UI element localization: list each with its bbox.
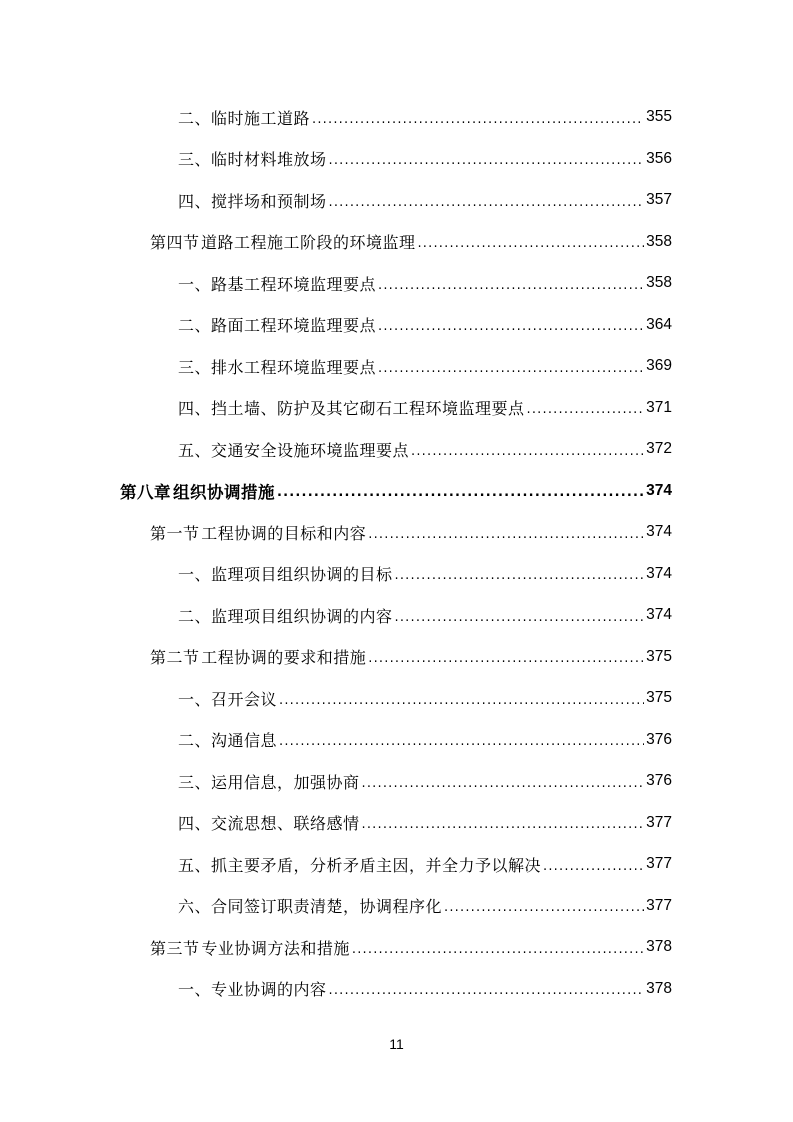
toc-entry-title: 专业协调方法和措施 [201, 938, 350, 958]
toc-entry[interactable] [178, 344, 672, 388]
toc-entry-page: 374 [646, 481, 672, 499]
toc-entry[interactable] [178, 303, 672, 347]
toc-entry-page: 358 [646, 232, 672, 250]
toc-entry[interactable] [178, 178, 672, 222]
toc-entry[interactable] [178, 967, 672, 1011]
toc-entry[interactable] [178, 593, 672, 637]
toc-dot-leader [362, 813, 645, 832]
toc-dot-leader [277, 481, 644, 500]
toc-entry-page: 374 [646, 523, 672, 540]
toc-entry-title: 组织协调措施 [173, 482, 275, 502]
toc-entry-page: 355 [646, 108, 672, 125]
toc-entry-section[interactable] [150, 925, 672, 969]
toc-dot-leader [362, 772, 645, 791]
toc-entry-chapter[interactable] [120, 469, 672, 513]
toc-entry-page: 369 [646, 357, 672, 374]
toc-entry[interactable] [178, 842, 672, 886]
toc-dot-leader [395, 606, 645, 625]
toc-dot-leader [378, 274, 644, 293]
toc-dot-leader [527, 398, 645, 417]
toc-entry-page: 374 [646, 606, 672, 623]
toc-entry-page: 358 [646, 274, 672, 291]
toc-entry-title: 二、监理项目组织协调的内容 [178, 606, 393, 626]
toc-entry-prefix: 第三节 [150, 938, 200, 958]
toc-entry[interactable] [178, 718, 672, 762]
toc-entry-page: 376 [646, 730, 672, 748]
page-number: 11 [389, 1036, 404, 1052]
toc-entry-prefix: 第二节 [150, 648, 200, 667]
toc-dot-leader [368, 647, 644, 666]
toc-entry-page: 357 [646, 191, 672, 208]
toc-entry-page: 364 [646, 315, 672, 333]
toc-entry-title: 六、合同签订职责清楚，协调程序化 [178, 897, 443, 916]
toc-entry-title: 一、路基工程环境监理要点 [178, 274, 377, 294]
toc-entry-title: 五、交通安全设施环境监理要点 [178, 440, 410, 460]
toc-entry[interactable] [178, 552, 672, 596]
toc-dot-leader [279, 689, 644, 708]
toc-entry-page: 378 [646, 979, 672, 997]
toc-entry[interactable] [178, 759, 672, 803]
toc-entry-title: 四、搅拌场和预制场 [178, 191, 327, 211]
toc-entry-section[interactable] [150, 510, 672, 554]
toc-entry-title: 二、路面工程环境监理要点 [178, 316, 377, 335]
toc-entry[interactable] [178, 427, 672, 471]
toc-entry-page: 356 [646, 149, 672, 167]
toc-entry-page: 377 [646, 896, 672, 914]
toc-dot-leader [329, 979, 645, 998]
toc-dot-leader [329, 149, 645, 168]
toc-dot-leader [378, 315, 644, 334]
toc-entry-title: 二、临时施工道路 [178, 108, 311, 128]
toc-dot-leader [312, 108, 644, 127]
toc-entry[interactable] [178, 386, 672, 430]
toc-entry-title: 三、运用信息，加强协商 [178, 772, 360, 792]
toc-dot-leader [395, 564, 645, 583]
toc-entry-page: 376 [646, 772, 672, 789]
toc-entry-section[interactable] [150, 220, 672, 264]
toc-entry-prefix: 第四节 [150, 233, 200, 252]
toc-entry-title: 四、交流思想、联络感情 [178, 814, 360, 833]
toc-entry-section[interactable] [150, 635, 672, 679]
toc-entry-title: 一、专业协调的内容 [178, 980, 327, 999]
toc-dot-leader [417, 232, 644, 251]
toc-entry[interactable] [178, 676, 672, 720]
toc-entry-title: 工程协调的要求和措施 [201, 648, 367, 667]
toc-entry-page: 375 [646, 689, 672, 706]
toc-entry[interactable] [178, 884, 672, 928]
toc-entry-title: 道路工程施工阶段的环境监理 [200, 233, 416, 252]
toc-entry-page: 377 [646, 813, 672, 831]
toc-entry-page: 378 [646, 938, 672, 955]
toc-dot-leader [279, 730, 644, 749]
toc-entry-title: 五、抓主要矛盾，分析矛盾主因，并全力予以解决 [178, 855, 542, 875]
toc-entry[interactable] [178, 801, 672, 845]
toc-entry-page: 375 [646, 647, 672, 665]
toc-entry-title: 三、临时材料堆放场 [178, 150, 327, 169]
toc-entry-title: 一、监理项目组织协调的目标 [178, 565, 393, 584]
toc-entry-page: 372 [646, 440, 672, 457]
toc-entry-page: 371 [646, 398, 672, 416]
toc-dot-leader [543, 855, 644, 874]
toc-entry-title: 一、召开会议 [178, 689, 278, 709]
toc-dot-leader [352, 938, 644, 957]
toc-dot-leader [368, 523, 644, 542]
toc-entry[interactable] [178, 95, 672, 139]
toc-entry[interactable] [178, 261, 672, 305]
toc-dot-leader [411, 440, 644, 459]
toc-dot-leader [444, 896, 644, 915]
toc-entry-title: 二、沟通信息 [178, 731, 278, 750]
toc-entry-page: 377 [646, 855, 672, 872]
toc-dot-leader [329, 191, 645, 210]
toc-entry-prefix: 第八章 [120, 482, 171, 502]
toc-entry-prefix: 第一节 [150, 523, 200, 543]
toc-entry-title: 三、排水工程环境监理要点 [178, 357, 377, 377]
toc-entry-title: 四、挡土墙、防护及其它砌石工程环境监理要点 [178, 399, 525, 418]
toc-entry-page: 374 [646, 564, 672, 582]
toc-entry[interactable] [178, 137, 672, 181]
toc-dot-leader [378, 357, 644, 376]
toc-entry-title: 工程协调的目标和内容 [201, 523, 367, 543]
